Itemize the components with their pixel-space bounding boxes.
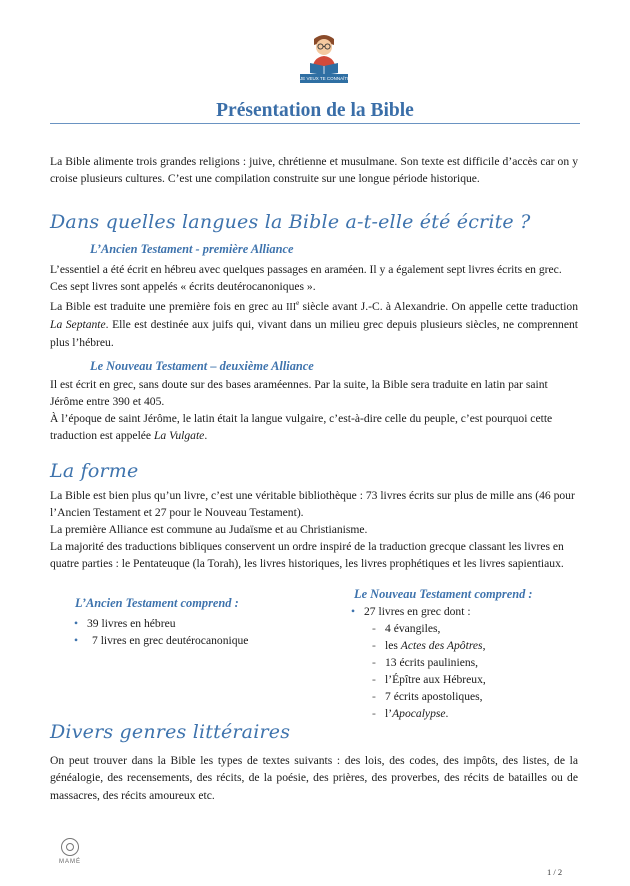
paragraph-nt-langues: Il est écrit en grec, sans doute sur des bases araméennes. Par la suite, la Bible sera traduite en latin par saint Jérôme entre 390 et 405.	[50, 378, 548, 409]
list-item-text: 7 livres en grec deutérocanonique	[92, 634, 249, 647]
text-span: siècle avant J.-C. à Alexandrie. On appelle cette traduction	[299, 299, 579, 313]
list-nouveau-testament	[351, 603, 581, 722]
list-item	[351, 603, 581, 722]
bullet-icon: •	[74, 634, 79, 647]
paragraph-septante	[50, 295, 578, 351]
title-divider	[50, 123, 580, 124]
section-heading-forme: La forme	[50, 460, 139, 482]
paragraph-traductions: La majorité des traductions bibliques conservent un ordre inspiré de la traduction grecque classant les livres en quatre parties : le Pentateuque (la Torah), les livres historiques, les livres prophétiques et les livres sapientiaux.	[50, 540, 564, 571]
header-logo	[300, 33, 354, 83]
century-numeral: III	[286, 301, 297, 313]
text-span: À l’époque de saint Jérôme, le latin était la langue vulgaire, c’est-à-dire celle du peuple, c’est pourquoi cette traduction est appelée	[50, 412, 553, 443]
footer-brand: MAMÉ	[59, 859, 81, 865]
list-item	[74, 632, 314, 649]
mame-emblem-icon	[61, 838, 79, 856]
italic-title-septante: La Septante	[50, 318, 106, 332]
paragraph-vulgate	[50, 410, 578, 445]
list-item	[74, 615, 314, 632]
list-ancien-testament	[74, 615, 314, 649]
section-heading-langues: Dans quelles langues la Bible a-t-elle été écrite ?	[50, 211, 531, 233]
list-item-text: les	[385, 639, 401, 652]
reader-child-icon	[300, 33, 348, 75]
bullet-icon: •	[351, 605, 356, 618]
list-item-text: 13 écrits pauliniens,	[385, 656, 479, 669]
list-item-text: 7 écrits apostoliques,	[385, 690, 483, 703]
list-item	[364, 637, 581, 654]
list-item	[364, 654, 581, 671]
list-item-text: 27 livres en grec dont :	[364, 605, 471, 618]
bullet-icon: •	[74, 617, 79, 630]
list-item	[364, 620, 581, 637]
subheading-nouveau-testament: Le Nouveau Testament – deuxième Alliance	[90, 359, 314, 373]
list-item-text: 4 évangiles,	[385, 622, 441, 635]
subheading-at-comprend: L’Ancien Testament comprend :	[75, 596, 239, 610]
italic-title-actes: Actes des Apôtres	[400, 639, 483, 652]
dash-icon: -	[372, 673, 376, 686]
section-heading-genres: Divers genres littéraires	[50, 721, 291, 743]
logo-caption: JE VEUX TE CONNAÎTRE	[300, 76, 354, 81]
intro-paragraph: La Bible alimente trois grandes religions : juive, chrétienne et musulmane. Son texte est difficile d’accès car on y croise plusieurs cultures. C’est une compilation construite sur une longue période historique.	[50, 155, 578, 185]
paragraph-bibliotheque: La Bible est bien plus qu’un livre, c’est une véritable bibliothèque : 73 livres écrits sur plus de mille ans (46 pour l’Ancien Testament et 27 pour le Nouveau Testament).	[50, 489, 575, 520]
text-span: La Bible est traduite une première fois en grec au	[50, 299, 287, 313]
list-item-text: l’Épître aux Hébreux,	[385, 673, 486, 686]
page-title: Présentation de la Bible	[216, 100, 414, 121]
century-superscript: e	[296, 299, 300, 307]
list-item-text: l’	[385, 707, 393, 720]
text-span: . Elle est destinée aux juifs qui, vivant dans un milieu grec depuis plusieurs siècles, ne comprennent plus l’hébreu.	[50, 318, 578, 349]
paragraph-at-langues: L’essentiel a été écrit en hébreu avec quelques passages en araméen. Il y a également sept livres écrits en grec. Ces sept livres sont appelés « écrits deutérocanoniques ».	[50, 263, 562, 294]
list-item	[364, 671, 581, 688]
sublist-nt-books	[364, 620, 581, 722]
list-item	[364, 705, 581, 722]
dash-icon: -	[372, 707, 376, 720]
footer-logo	[58, 838, 82, 868]
subheading-ancien-testament: L’Ancien Testament - première Alliance	[90, 242, 294, 256]
italic-title-apocalypse: Apocalypse	[392, 707, 446, 720]
dash-icon: -	[372, 690, 376, 703]
paragraph-premiere-alliance: La première Alliance est commune au Judaïsme et au Christianisme.	[50, 523, 368, 536]
list-item-text: .	[445, 707, 449, 720]
dash-icon: -	[372, 622, 376, 635]
dash-icon: -	[372, 656, 376, 669]
italic-title-vulgate: La Vulgate	[153, 429, 205, 443]
list-item-text: 39 livres en hébreu	[87, 617, 176, 630]
dash-icon: -	[372, 639, 376, 652]
page-number: 1 / 2	[547, 867, 563, 877]
list-item-text: ,	[482, 639, 486, 652]
text-span: .	[204, 429, 208, 443]
paragraph-genres: On peut trouver dans la Bible les types de textes suivants : des lois, des codes, des impôts, des listes, de la généalogie, des recensements, des récits, de la poésie, des prières, des proverbes, des récits de batailles ou de massacres, des récits amoureux etc.	[50, 754, 578, 802]
list-item	[364, 688, 581, 705]
subheading-nt-comprend: Le Nouveau Testament comprend :	[354, 587, 533, 601]
